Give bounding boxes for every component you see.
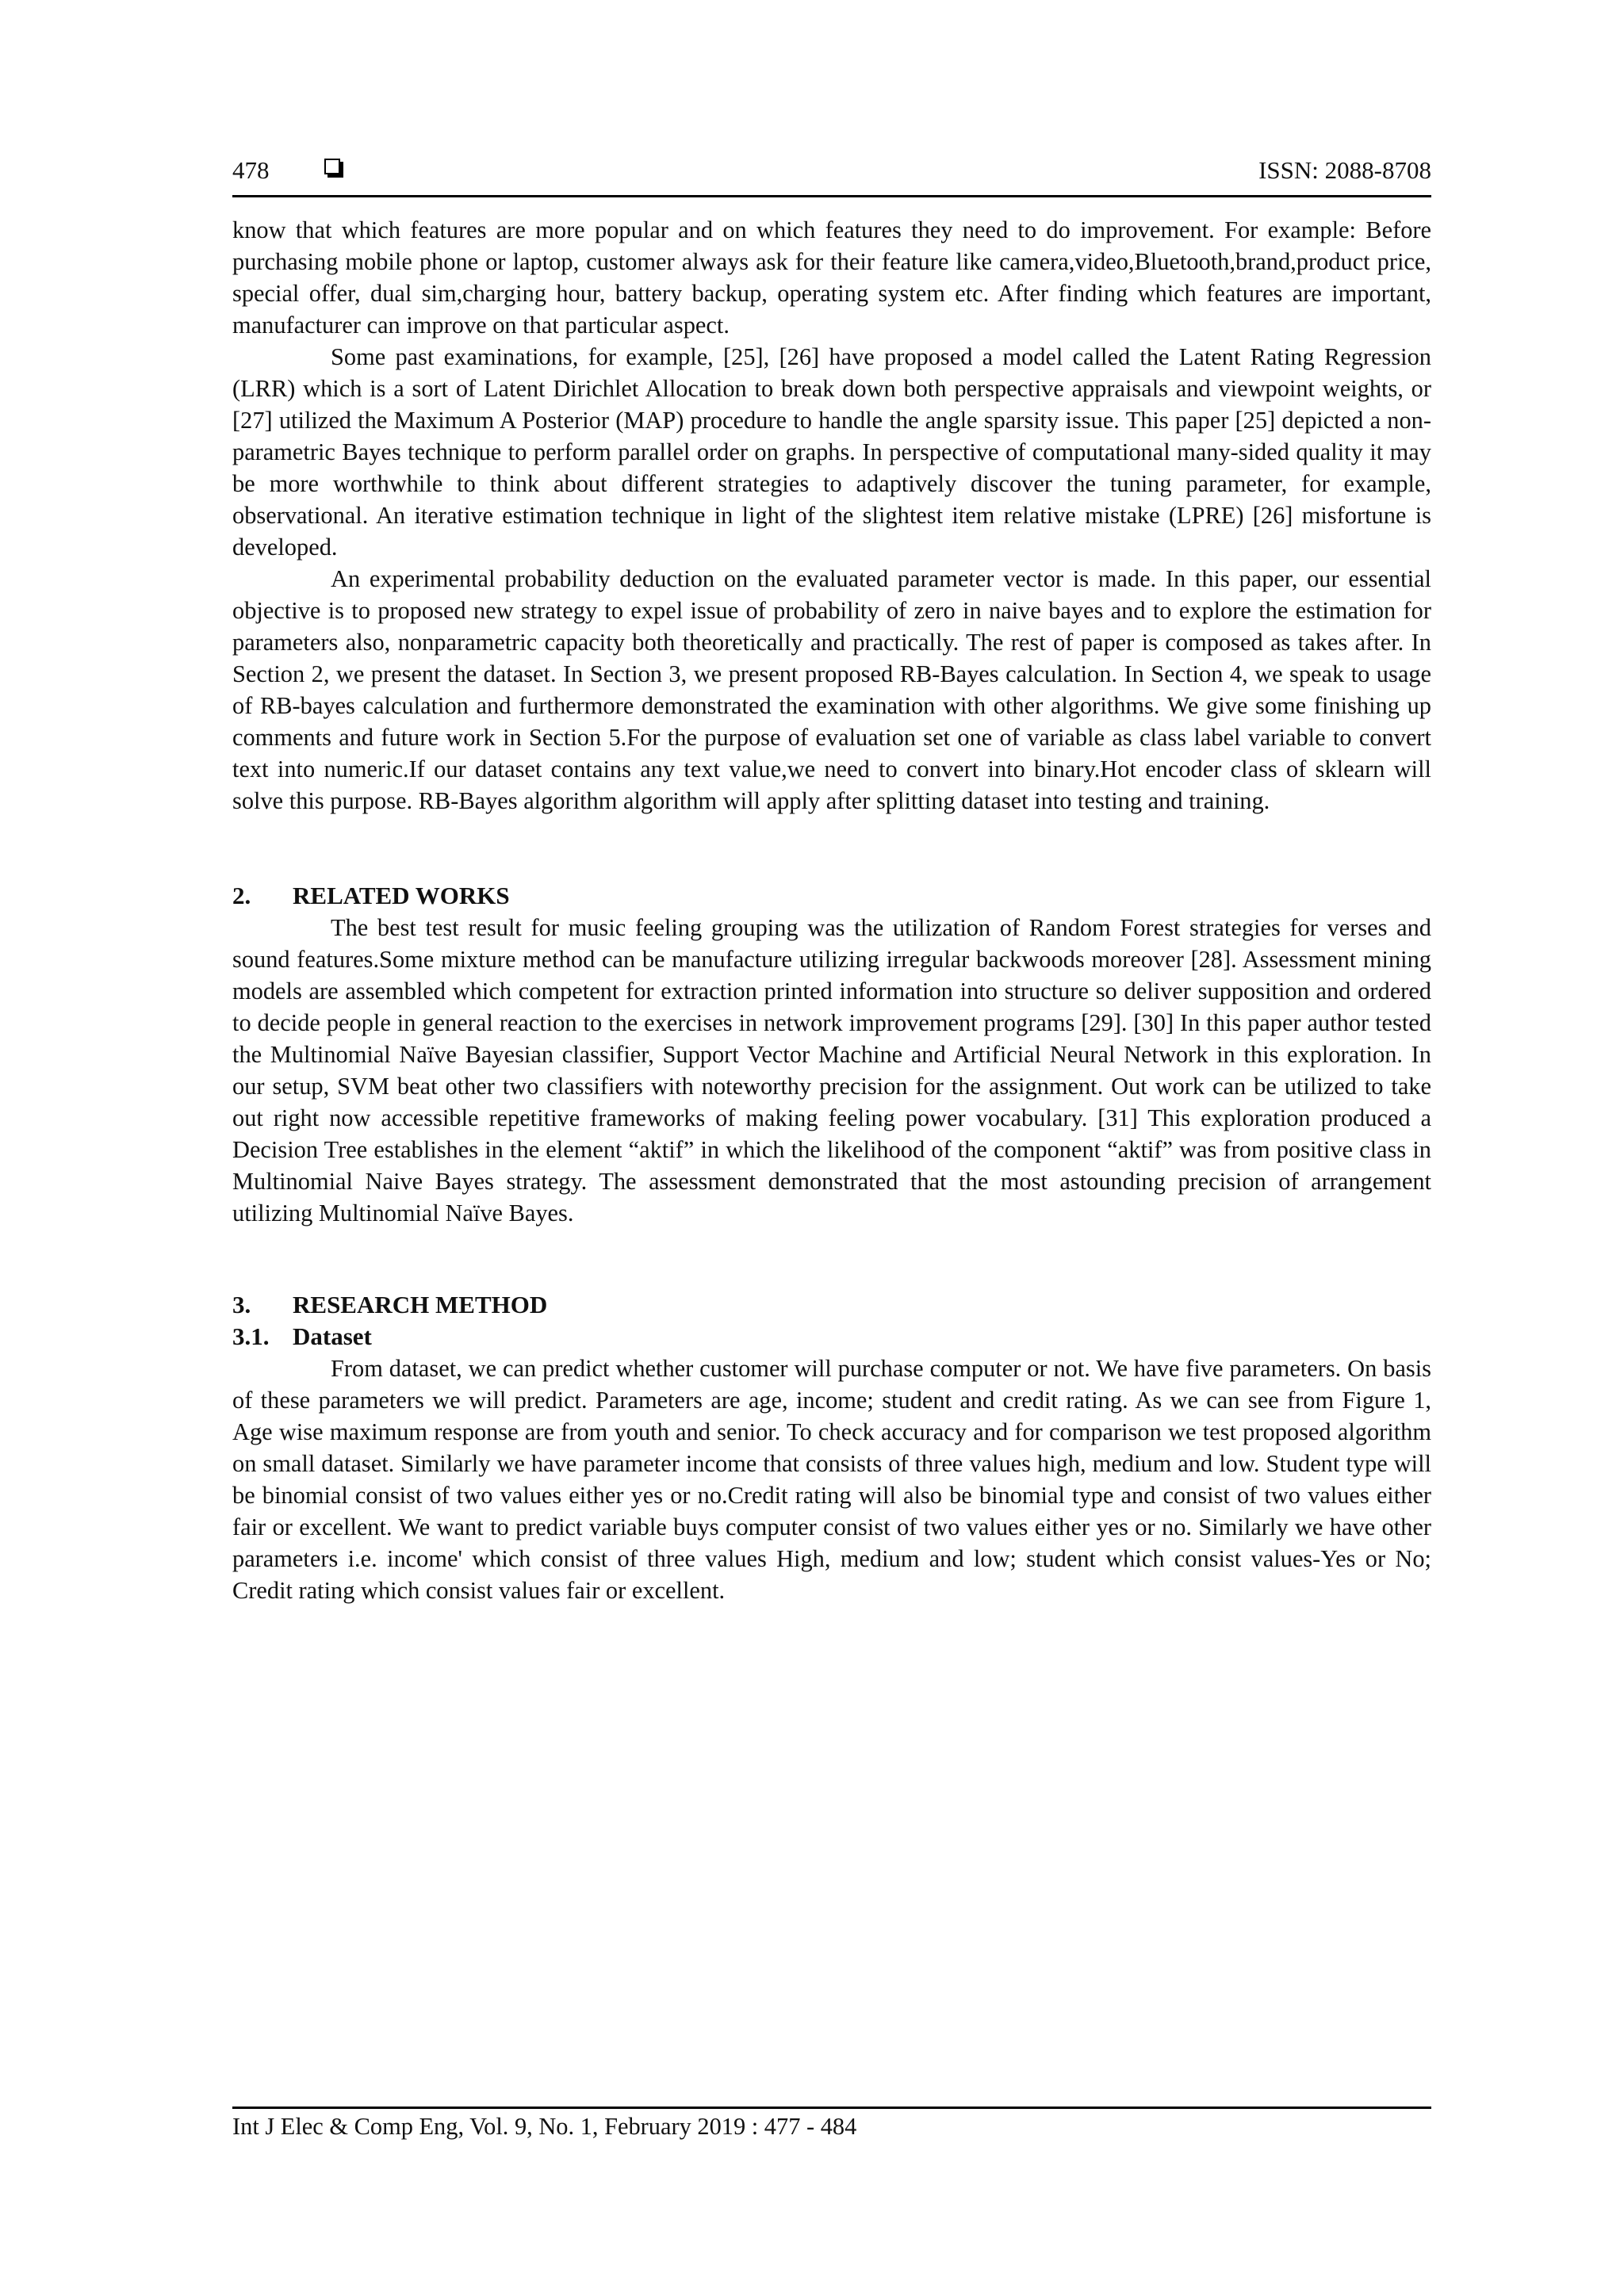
article-body [232, 214, 1431, 1606]
issn-label: ISSN: 2088-8708 [1258, 156, 1431, 184]
subsection-heading-dataset [232, 1321, 1431, 1353]
page-footer [232, 2107, 1431, 2141]
page-number: 478 [232, 156, 270, 184]
page-header [232, 152, 1431, 197]
section-title: RELATED WORKS [293, 882, 510, 909]
journal-citation: Int J Elec & Comp Eng, Vol. 9, No. 1, February 2019 : 477 - 484 [232, 2113, 857, 2140]
section-number: 2. [232, 882, 251, 909]
section-heading-related-works [232, 880, 1431, 912]
subsection-title: Dataset [293, 1322, 372, 1350]
paragraph: The best test result for music feeling grouping was the utilization of Random Forest strategies for verses and sound features.Some mixture method can be manufacture utilizing irregular backwoods moreover [28]. Assessment mining models are assembled which competent for extraction printed information into structure so deliver supposition and ordered to decide people in general reaction to the exercises in network improvement programs [29]. [30] In this paper author tested the Multinomial Naïve Bayesian classifier, Support Vector Machine and Artificial Neural Network in this exploration. In our setup, SVM beat other two classifiers with noteworthy precision for the assignment. Out work can be utilized to take out right now accessible repetitive frameworks of making feeling power vocabulary. [31] This exploration produced a Decision Tree establishes in the element “aktif” in which the likelihood of the component “aktif” was from positive class in Multinomial Naive Bayes strategy. The assessment demonstrated that the most astounding precision of arrangement utilizing Multinomial Naïve Bayes. [232, 914, 1431, 1226]
section-heading-research-method [232, 1289, 1431, 1321]
paragraph: An experimental probability deduction on the evaluated parameter vector is made. In this paper, our essential objective is to proposed new strategy to expel issue of probability of zero in naive bayes and to explore the estimation for parameters also, nonparametric capacity both theoretically and practically. The rest of paper is composed as takes after. In Section 2, we present the dataset. In Section 3, we present proposed RB-Bayes calculation. In Section 4, we speak to usage of RB-bayes calculation and furthermore demonstrated the examination with other algorithms. We give some finishing up comments and future work in Section 5.For the purpose of evaluation set one of variable as class label variable to convert text into numeric.If our dataset contains any text value,we need to convert into binary.Hot encoder class of sklearn will solve this purpose. RB-Bayes algorithm algorithm will apply after splitting dataset into testing and training. [232, 565, 1431, 814]
paragraph: Some past examinations, for example, [25], [26] have proposed a model called the Latent Rating Regression (LRR) which is a sort of Latent Dirichlet Allocation to break down both perspective appraisals and viewpoint weights, or [27] utilized the Maximum A Posterior (MAP) procedure to handle the angle sparsity issue. This paper [25] depicted a non-parametric Bayes technique to perform parallel order on graphs. In perspective of computational many-sided quality it may be more worthwhile to think about different strategies to adaptively discover the tuning parameter, for example, observational. An iterative estimation technique in light of the slightest item relative mistake (LPRE) [26] misfortune is developed. [232, 343, 1431, 561]
section-number: 3. [232, 1291, 251, 1318]
section-title: RESEARCH METHOD [293, 1291, 548, 1318]
subsection-number: 3.1. [232, 1322, 270, 1350]
square-bullet-icon [324, 159, 340, 174]
paragraph: From dataset, we can predict whether customer will purchase computer or not. We have five parameters. On basis of these parameters we will predict. Parameters are age, income; student and credit rating. As we can see from Figure 1, Age wise maximum response are from youth and senior. To check accuracy and for comparison we test proposed algorithm on small dataset. Similarly we have parameter income that consists of three values high, medium and low. Student type will be binomial consist of two values either yes or no.Credit rating will also be binomial type and consist of two values either fair or excellent. We want to predict variable buys computer consist of two values either yes or no. Similarly we have other parameters i.e. income' which consist of three values High, medium and low; student which consist values-Yes or No; Credit rating which consist values fair or excellent. [232, 1355, 1431, 1604]
paragraph: know that which features are more popular and on which features they need to do improvement. For example: Before purchasing mobile phone or laptop, customer always ask for their feature like camera,video,Bluetooth,brand,product price, special offer, dual sim,charging hour, battery backup, operating system etc. After finding which features are important, manufacturer can improve on that particular aspect. [232, 216, 1431, 339]
